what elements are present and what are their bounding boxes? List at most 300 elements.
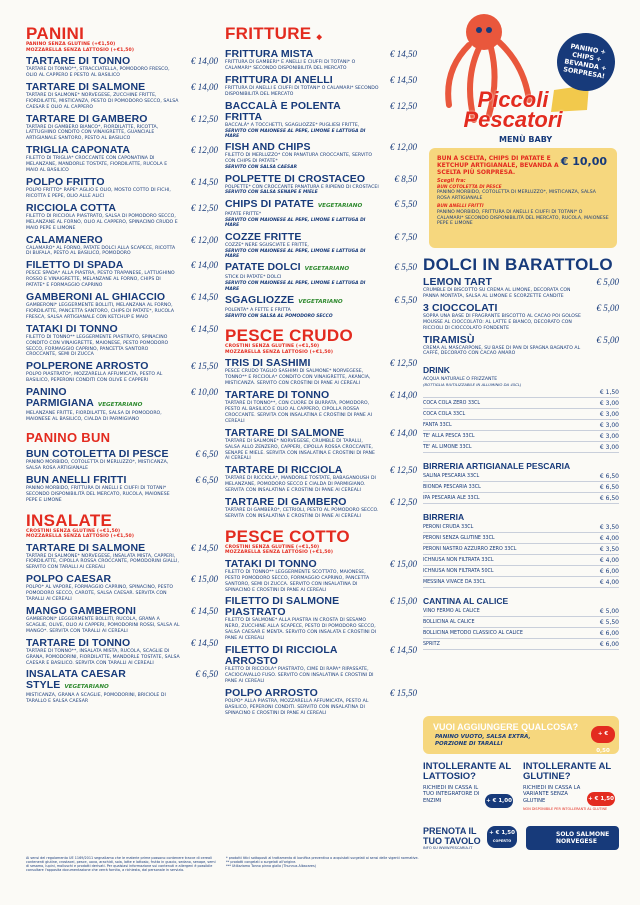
menu-item [225,465,417,494]
menu-item-desc: POLPO PIASTRATO*, MOZZARELLA AFFUMICATA, PESTO AL BASILICO, PEPERONI CONDITI CON OLIVE E CAPPERI [26,372,163,384]
drink-price: € 6,00 [599,630,619,638]
menu-item [26,324,218,359]
vegetarian-badge: VEGETARIANO [298,299,343,306]
drink-row [423,617,619,628]
coperto-badge [487,826,517,848]
menu-item-desc: TARTARE DI TONNO**, STRACCIATELLA, POMODORO FRESCO, OLIO AL CAPPERO E PESTO AL BASILICO [26,67,170,78]
menu-item-desc: POLENTA* A FETTE E FRITTA [225,308,291,314]
insalate-sub2: MOZZARELLA SENZA LATTOSIO (+€1,50) [26,534,135,540]
lattosio-box [423,762,521,804]
menu-item-price: € 10,00 [191,387,218,398]
menu-item-price: € 12,50 [390,358,417,369]
menu-item [26,235,218,258]
drink-price: € 3,00 [599,422,619,430]
menu-item-price: € 5,00 [596,277,619,287]
column-left [26,0,218,705]
menu-item [26,203,218,232]
insalate-title: INSALATE [26,510,113,530]
drink-row [423,606,619,617]
menu-item-desc: CRUMBLE DI BISCOTTO SU CREMA AL LIMONE, DECORATA CON PANNA MONTATA, SALSA AL LIMONE E SCORZETTE CANDITE [423,288,571,299]
menu-item-price: € 5,50 [394,262,417,273]
menu-item-name-text: FILETTO DI SPADA [26,259,124,272]
menu-item-desc: MELANZANE FRITTE, FIORDILATTE, SALSA DI POMODORO, MAIONESE AL BASILICO, CIALDA DI PARMIGIANO [26,411,162,423]
drink-price: € 4,00 [599,535,619,543]
menu-item [225,75,417,98]
menu-item-name-text: CALAMANERO [26,233,103,246]
menu-item [225,49,417,72]
menu-item-name-text: BACCALÀ E POLENTA FRITTA [225,99,341,123]
menu-item-desc: FILETTO DI RICCIOLA PIASTRATO, SALSA DI POMODORO SECCO, MELANZANE AL FORNO, OLIO AL CAPPERO, SPINACINO CRUDO E MAIO PEPE E LIMONE [26,213,178,231]
drink-row [423,398,619,409]
glutine-price: + € 1,50 [587,792,615,806]
menu-item-name [225,75,417,86]
footer-allergen-note: Ai sensi del regolamento UE 1169/2011 segnaliamo che le materie prime possono contenere tracce di cereali contenenti glutine, crostacei, pesce, uova, arachidi, soia, latte e lattosio, frutta in guscio, sedano, senape, semi di sesamo, lupini, molluschi e prodotti derivati. Per qualsiasi informazione sui contenuti e allergeni è possibile consultare l'apposita documentazione che verrà fornita, a richiesta, dal personale in servizio. [26,856,216,873]
menu-item [26,177,218,200]
menu-item-desc: TARTARE DI GAMBERO BIANCO*, FIORDILATTE, RICOTTA, LATTUGHINO CONDITO CON VINAIGRETTE, GUANCIALE ARTIGIANALE SANTORO, PESTO AL BASILICO [26,124,159,142]
cotto-list [225,559,417,717]
menu-item-name-text: POLPO CAESAR [26,573,112,586]
menu-item-name-text: FISH AND CHIPS [225,141,311,154]
menu-item-price: € 12,00 [191,145,218,156]
menu-item [225,497,417,520]
menu-item-serve: SERVITO CON SALSA SENAPE E MIELE [225,190,318,196]
drink-title: DRINK [423,365,450,376]
menu-item [225,174,417,196]
drink-name: TE' ALLA PESCA 33CL [423,434,475,440]
menu-item-desc: FRITTURA DI GAMBERI* E ANELLI E CIUFFI DI TOTANI* O CALAMARI* SECONDO DISPONIBILITÀ DEL MERCATO [225,60,356,71]
menu-item-desc: POLPO FRITTO* RAPE* AGLIO E OLIO, MOSTO COTTO DI FICHI, RICOTTA E PEPE, OLIO ALLE ALICI [26,187,171,199]
menu-item-name-text: MANGO GAMBERONI [26,604,136,617]
menu-item-name-text: TRIS DI SASHIMI [225,357,311,370]
menu-item [225,645,417,685]
menu-item-name-text: FILETTO DI RICCIOLA ARROSTO [225,644,338,668]
menu-item-name-text: TIRAMISÙ [423,333,475,346]
kids-logo-line1: Piccoli [477,87,549,112]
menu-item [225,232,417,260]
crudo-section [225,327,417,520]
drink-name: SALINA PESCARIA 33CL [423,474,480,480]
menu-item [26,606,218,635]
vegetarian-badge: VEGETARIANO [317,202,363,209]
menu-item-name-text: POLPO ARROSTO [225,686,318,699]
fritture-title [225,25,417,46]
menu-item-price: € 5,50 [394,295,417,306]
menu-item-name [26,543,218,554]
kids-offer: BUN A SCELTA, CHIPS DI PATATE E KETCHUP ARTIGIANALE, BEVANDA A SCELTA PIÙ SORPRESA. [437,155,559,177]
drink-row [423,387,619,398]
drink-row [423,409,619,420]
menu-item-price: € 14,00 [390,390,417,401]
menu-item-desc: CREMA AL MASCARPONE, SU BASE DI PAN DI SPAGNA BAGNATO AL CAFFÈ, DECORATO CON CACAO AMARO [423,345,581,357]
drink-name: BIONDA PESCARIA 33CL [423,485,481,491]
vegetarian-badge: VEGETARIANO [64,684,109,691]
menu-item-desc: TARTARE DI SALMONE* NORVEGESE, CRUMBLE DI TARALLI, SALSA ALLO ZENZERO, CAPPERI, CIPOLLA ROSSA CROCCANTE, SENAPE E MIELE. SERVITA CON INSALATINA E CROSTINI DI PANE AI CEREALI [225,438,375,462]
menu-item-name-text: FILETTO DI SALMONE PIASTRATO [225,595,340,619]
panini-sub2: MOZZARELLA SENZA LATTOSIO (+€1,50) [26,47,135,53]
menu-item-name [26,606,218,617]
menu-item-desc: PESCE SPADA* ALLA PIASTRA, PESTO TRAPANESE, LATTUGHINO ROSSO E VINAIGRETTE, MELANZANE AL FORNO, CHIPS DI PATATE* E FORMAGGIO CAPRINO [26,271,175,289]
kids-logo [443,87,583,132]
menu-item [26,669,218,705]
drink-row [423,471,619,482]
menu-item-price: € 12,50 [191,113,218,124]
drink-price: € 4,00 [599,557,619,565]
menu-item-desc: TARTARE DI SALMONE* NORVEGESE, INSALATA MISTA, CAPPERI, FIORDILATTE, CIPOLLA ROSSA CROCCANTE, POMODORINI GIALLI, SERVITO CON TARALLI AI CEREALI [26,553,179,571]
vegetarian-badge: VEGETARIANO [97,402,143,409]
birreria-list [423,522,619,588]
menu-item-name [26,449,218,460]
menu-item [225,428,417,463]
insalate-list [26,543,218,706]
menu-item-name [225,49,417,60]
menu-item-desc: PATATE FRITTE* [225,211,262,217]
menu-item-price: € 14,00 [191,260,218,271]
menu-item [26,543,218,572]
crudo-title: PESCE CRUDO [225,326,353,346]
drink-note: ACQUA NATURALE O FRIZZANTE [423,377,498,383]
menu-item-price: € 14,50 [191,323,218,334]
menu-item-name-text: 3 CIOCCOLATI [423,301,498,314]
kids-menu [429,10,617,242]
salmone-box [526,826,619,850]
panini-sub1: PANINO SENZA GLUTINE (+€1,50) [26,42,116,47]
menu-item-price: € 12,00 [390,142,417,153]
menu-item-name-text: TARTARE DI SALMONE [225,426,345,439]
drink-row [423,522,619,533]
kids-price: € 10,00 [560,155,607,168]
prenota-box [423,826,521,852]
drink-row [423,442,619,453]
menu-item-name-text: SGAGLIOZZE [225,294,295,307]
drink-price: € 4,00 [599,579,619,587]
menu-item [423,335,619,358]
menu-item-desc: FILETTO DI RICCIOLA* PIASTRATO, CIME DI RAPA* RIPASSATE, CACIOCAVALLO FUSO. SERVITO CON INSALATINA E CROSTINI DI PANE AI CEREALI [225,667,374,684]
menu-item-name-text: TARTARE DI TONNO [26,636,131,649]
menu-item-name [26,475,218,486]
menu-item-price: € 14,50 [191,292,218,303]
menu-item-desc: CALAMARO* AL FORNO, PATATE DOLCI ALLA SCAPECE, RICOTTA DI BUFALA, PESTO AL BASILICO, POMODORO [26,245,176,257]
cantina-title: CANTINA AL CALICE [423,596,509,607]
menu-item-desc: PANINO MORBIDO, FRITTURA DI ANELLI E CIUFFI DI TOTANI* SECONDO DISPONIBILITÀ DEL MERCATO, RUCOLA, MAIONESE PEPE E LIMONE [26,485,170,503]
extra-price: + € 0,50 [591,726,615,743]
drink-price: € 5,00 [599,608,619,616]
drink-name: BOLLICINA METODO CLASSICO AL CALICE [423,631,523,637]
menu-item [26,449,218,472]
menu-item-name-text: FRITTURA DI ANELLI [225,73,333,86]
glutine-note: NON DISPONIBILE PER INTOLLERANTI AL GLUTINE [523,806,608,811]
menu-item-desc: PESCE CRUDO TAGLIO SASHIMI DI SALMONE* NORVEGESE, TONNO** E RICCIOLA* CONDITO CON VINAIGRETTE, AKANCIA, MISTICANZA. SERVITO CON CROSTINI DI PANE AI CEREALI [225,369,371,387]
menu-item-desc: GAMBERONI* LEGGERMENTE BOLLITI, RUCOLA, GRANA A SCAGLIE, OLIVE, OLIO AI CAPPERI, POMODORINI ROSSI, SALSA AL MANGO*. SERVITA CON TARALLI AI CEREALI [26,616,180,634]
menu-item-name-text: COZZE FRITTE [225,230,302,243]
menu-item-name [26,324,218,335]
cotto-sub2: MOZZARELLA SENZA LATTOSIO (+€1,50) [225,550,334,556]
menu-item-name [225,232,417,243]
kids-bubble: PANINO + CHIPS + BEVANDA + SORPRESA! [552,28,619,95]
menu-item-name-text: TRIGLIA CAPONATA [26,144,131,157]
menu-item [26,574,218,603]
menu-item-name-text: BUN COTOLETTA DI PESCE [26,448,169,460]
insalate-section [26,512,218,706]
menu-item-name [225,262,417,275]
fritture-list [225,49,417,319]
dolci-section [423,256,619,650]
column-middle [225,0,417,717]
menu-item-price: € 15,00 [390,596,417,607]
menu-item-name [26,669,218,693]
birreria-art-list [423,471,619,504]
menu-item-price: € 7,50 [394,231,417,242]
drink-row [423,544,619,555]
menu-item-desc: FRITTURA DI ANELLI E CIUFFI DI TOTANI* O CALAMARI* SECONDO DISPONIBILITÀ DEL MERCATO [225,85,379,97]
menu-item-name [225,645,417,667]
cotto-sub1: CROSTINI SENZA GLUTINE (+€1,50) [225,544,320,550]
menu-item-name [225,358,417,369]
menu-item-name [225,390,417,401]
menu-item [225,688,417,717]
drink-price: € 3,50 [599,524,619,532]
kids-opt1-desc: PANINO MORBIDO, COTOLETTA DI MERLUZZO*, MISTICANZA, SALSA ROSA ARTIGIANALE [437,190,596,202]
menu-item [225,262,417,292]
fritture-section [225,25,417,319]
menu-item-desc: POLPETTE* CON CROCCANTE PANATURA E RIPIENO DI CROSTACEI [225,184,379,190]
menu-item-desc: BACCALÀ* A TOCCHETTI, SGAGLIOZZE* PUGLIESI FRITTE, [225,122,360,128]
drink-price: € 5,50 [599,619,619,627]
kids-opt2-title: BUN ANELLI FRITTI [437,204,484,210]
kids-logo-sub: MENÙ BABY [499,135,553,144]
menu-item-desc: FILETTO DI TONNO** LEGGERMENTE PIASTRATO, SPINACINO CONDITO CON VINAIGRETTE, MAIONESE, PESTO POMODORO SECCO, FORMAGGIO CAPRINO, PANCETTA SANTORO CROCCANTE, SEMI DI ZUCCA [26,334,169,358]
footer-note-3: *** Utilizziamo Tonno pinna gialla (Thunnus Albacares) [226,864,316,869]
drink-price: € 3,00 [599,444,619,452]
menu-item-name [26,203,218,214]
menu-item-name [225,199,417,212]
menu-item-name [423,335,619,346]
kids-logo-line2: Pescatori [463,107,563,132]
menu-item-serve: SERVITO CON SALSA CAESAR [225,165,297,171]
menu-item [26,114,218,143]
fritture-title-text: FRITTURE [225,24,312,43]
kids-opt2-desc: PANINO MORBIDO, FRITTURA DI ANELLI E CIUFFI DI TOTANI* O CALAMARI* SECONDO DISPONIBILITÀ DEL MERCATO, RUCOLA, MAIONESE PEPE E LIMONE [437,209,609,227]
menu-item-name-text: FRITTURA MISTA [225,48,314,60]
menu-item-name [225,688,417,699]
drink-price: € 6,50 [599,484,619,492]
menu-item-price: € 15,00 [390,558,417,569]
drink-price: € 6,50 [599,495,619,503]
menu-item-desc: POLPO* AL VAPORE, FORMAGGIO CAPRINO, SPINACINO, PESTO POMODORO SECCO, CAROTE, SALSA CAESAR. SERVITA CON TARALLI AI CEREALI [26,585,174,603]
menu-item-name-text: TARTARE DI RICCIOLA [225,464,343,477]
drink-row [423,533,619,544]
drink-name: COCA COLA 33CL [423,412,466,418]
menu-item-name-text: TATAKI DI TONNO [225,557,317,570]
menu-item-name [26,145,218,156]
extra-title: VUOI AGGIUNGERE QUALCOSA? [433,722,579,732]
panini-list [26,56,218,423]
dolci-title: DOLCI IN BARATTOLO [423,255,613,274]
menu-item-name [26,260,218,271]
menu-item [225,358,417,387]
glutine-box [523,762,619,811]
drink-row [423,482,619,493]
menu-item-desc: TARTARE DI GAMBERO*, CETRIOLI, PESTO AL POMODORO SECCO. SERVITA CON INSALATINA E CROSTINI DI PANE AI CEREALI [225,508,379,519]
drink-row [423,577,619,588]
menu-item-price: € 14,50 [191,637,218,648]
menu-item-serve: SERVITO CON MAIONESE AL PEPE, LIMONE E LATTUGA DI MARE [225,248,366,259]
menu-item-name [26,638,218,649]
menu-item-name-text: TARTARE DI SALMONE [26,541,146,554]
menu-item [26,475,218,504]
drink-price: € 3,50 [599,546,619,554]
drink-name: FANTA 33CL [423,423,452,429]
coperto-price: + € 1,50 [489,830,515,836]
drink-row [423,639,619,650]
drink-name: VINO FERMO AL CALICE [423,609,480,615]
drink-name: MESSINA VIVACE DA 33CL [423,580,486,586]
vegetarian-badge: VEGETARIANO [304,266,350,273]
menu-item-name-text: BUN ANELLI FRITTI [26,473,127,486]
menu-item-price: € 15,00 [191,574,218,585]
menu-item [26,56,218,79]
menu-item-serve: SERVITO CON MAIONESE AL PEPE, LIMONE E LATTUGA DI MARE [225,281,366,292]
menu-item-desc: MISTICANZA, GRANA A SCAGLIE, POMODORINI, BRICIOLE DI TARALLO E SALSA CAESAR [26,693,166,705]
menu-item-name [423,277,619,288]
kids-opt1-title: BUN COTOLETTA DI PESCE [437,185,502,190]
drink-list [423,387,619,453]
menu-item-price: € 14,50 [390,74,417,85]
menu-item [26,82,218,111]
footer-note-2: ** prodotti congelati o surgelati all'origine. [226,860,297,865]
menu-item-name [225,142,417,153]
menu-item-price: € 14,00 [191,81,218,92]
birreria-art-title: BIRRERIA ARTIGIANALE PESCARIA [423,461,571,472]
menu-item [225,390,417,425]
menu-item-desc: TARTARE DI SALMONE* NORVEGESE, ZUCCHINE FRITTE, FIORDILATTE, MISTICANZA, PESTO DI POMODORO SECCO, SALSA CAESAR E OLIO AL CAPPERO [26,92,179,110]
drink-price: € 1,50 [599,389,619,397]
menu-item-desc: FILETTO DI TONNO** LEGGERMENTE SCOTTATO, MAIONESE, PESTO POMODORO SECCO, FORMAGGIO CAPRINO, PANCETTA SANTORO, SEMI DI ZUCCA. SERVITO CON INSALATINA DI SPINACINO E CROSTINI DI PANE AI CEREALI [225,569,370,593]
menu-item-name [225,497,417,508]
drink-name: PERONI NASTRO AZZURRO ZERO 33CL [423,547,517,553]
prenota-sub: INFO SU WWW.PESCARIA.IT [423,846,473,850]
menu-item-price: € 14,50 [191,176,218,187]
menu-item-price: € 12,50 [390,100,417,111]
menu-item-name-text: RICCIOLA COTTA [26,201,117,214]
menu-item [225,101,417,140]
menu-item-serve: SERVITO CON SALSA AL POMODORO SECCO [225,313,333,319]
crudo-sub1: CROSTINI SENZA GLUTINE (+€1,50) [225,344,320,350]
footer-notes [226,856,616,868]
menu-item [225,596,417,642]
menu-item-name [26,292,218,303]
menu-item-serve: SERVITO CON MAIONESE AL PEPE, LIMONE E LATTUGA DI MARE [225,128,366,139]
prenota-title: PRENOTA IL TUO TAVOLO [423,826,481,846]
menu-item-name [26,387,218,411]
menu-item-desc: POLPO* ALLA PIASTRA, MOZZARELLA AFFUMICATA, PESTO AL BASILICO, PEPERONI CONDITI. SERVITO CON INSALATINA DI SPINACINO E CROSTINI DI PANE AI CEREALI [225,698,369,716]
menu-item-desc: COZZE* NERE SGUSCIATE E FRITTE, [225,242,309,248]
drink-note2: (BOTTIGLIA RIUTILIZZABILE IN ALLUMINIO DA 45CL) [423,382,522,388]
menu-item [225,199,417,229]
panini-section [26,25,218,423]
menu-item [26,145,218,174]
drink-row [423,493,619,504]
drink-row [423,628,619,639]
drink-row [423,420,619,431]
bun-section [26,429,218,504]
lattosio-desc: RICHIEDI IN CASSA IL TUO INTEGRATORE DI ENZIMI [423,785,480,804]
salmone-title: SOLO SALMONE NORVEGESE [556,831,610,845]
drink-name: TE' AL LIMONE 33CL [423,445,472,451]
menu-item-name [26,177,218,188]
menu-item-name-text: INSALATA CAESAR STYLE [26,668,126,692]
crudo-list [225,358,417,520]
menu-item-name [225,428,417,439]
crudo-sub2: MOZZARELLA SENZA LATTOSIO (+€1,50) [225,349,334,355]
panini-title: PANINI [26,24,85,43]
cantina-list [423,606,619,650]
menu-item-desc: FILETTO DI MERLUZZO* CON PANATURA CROCCANTE, SERVITO CON CHIPS DI PATATE* [225,153,373,165]
menu-item-price: € 5,00 [596,334,619,345]
menu-item-name [26,56,218,67]
menu-item [26,292,218,321]
menu-item-name-text: TATAKI DI TONNO [26,322,118,335]
menu-item-desc: GAMBERONI* LEGGERMENTE BOLLITI, MELANZANA AL FORNO, FIORDILATTE, PANCETTA SANTORO, CHIPS DI PATATE*, RUCOLA FRESCA, SALSA ARTIGIANALE CON KETCHUP E MAIO [26,303,175,320]
cotto-section [225,528,417,717]
kids-options [437,185,609,227]
menu-item-desc: STICK DI PATATE* DOLCI [225,275,282,281]
menu-item-name [26,114,218,125]
menu-item [26,638,218,667]
menu-item [423,277,619,300]
drink-name: IPA PESCARIA ALE 33CL [423,496,480,502]
extra-box [423,716,619,754]
menu-item [423,303,619,332]
drink-price: € 6,00 [599,568,619,576]
menu-item-desc: FILETTO DI TRIGLIA* CROCCANTE CON CAPONATINA DI MELANZANE, MANDORLE TOSTATE, FIORDILATTE, RUCOLA E MAIO AL BASILICO [26,156,168,174]
menu-item-name-text: POLPETTE DI CROSTACEO [225,172,366,185]
drink-row [423,431,619,442]
drink-price: € 3,00 [599,400,619,408]
lattosio-title: INTOLLERANTE AL LATTOSIO? [423,761,511,782]
menu-item [26,387,218,423]
menu-item-price: € 6,50 [195,669,218,680]
menu-item-name [423,303,619,314]
menu-item-desc: FILETTO DI SALMONE* ALLA PIASTRA IN CROSTA DI SESAMO NERO, ZUCCHINE ALLA SCAPECE, PESTO DI POMODORO SECCO, SALSA CAESAR E MENTA. SERVITO CON INSALATA E CROSTINI DI PANE AI CEREALI [225,618,377,642]
drink-price: € 3,00 [599,411,619,419]
menu-item-name-text: TARTARE DI TONNO [225,389,330,402]
menu-item-name [26,235,218,246]
menu-item-name-text: GAMBERONI AL GHIACCIO [26,291,166,304]
menu-item-name-text: TARTARE DI SALMONE [26,80,146,93]
menu-item [26,361,218,384]
menu-item-desc: PANINO MORBIDO, COTOLETTA DI MERLUZZO*, MISTICANZA, SALSA ROSA ARTIGIANALE [26,460,169,471]
drink-name: BOLLICINA AL CALICE [423,620,475,626]
menu-item-name-text: POLPO FRITTO [26,175,105,188]
drink-price: € 6,00 [599,641,619,649]
kids-choose: Scegli fra: [437,178,466,184]
menu-item-desc: TARTARE DI TONNO**, INSALATA MISTA, RUCOLA, SCAGLIE DI GRANA, POMODORINI, FIORDILATTE, MANDORLE TOSTATE, SALSA CAESAR E BASILICO. SERVITA CON TARALLI AI CEREALI [26,648,180,666]
menu-item-price: € 14,00 [191,56,218,66]
fire-icon: ◆ [316,34,323,41]
birreria-title: BIRRERIA [423,512,465,523]
menu-item-desc: TARTARE DI TONNO**, CON CUORE DI BURRATA, POMODORO, PESTO AL BASILICO E OLIO AL CAPPERO, CIPOLLA ROSSA CROCCANTE. SERVITA CON INSALATINA E CROSTINI DI PANE AI CEREALI [225,401,372,424]
menu-item-price: € 12,00 [191,234,218,245]
menu-item-price: € 14,50 [390,49,417,59]
menu-item-price: € 14,50 [390,645,417,656]
menu-item-name [225,596,417,618]
menu-item-price: € 8,50 [394,173,417,184]
menu-item-name [225,174,417,185]
menu-item-price: € 12,50 [191,202,218,213]
drink-name: SPRITZ [423,642,440,648]
menu-item-desc: TARTARE DI RICCIOLA*, MANDORLE TOSTATE, BABAGANOUSH DI MELANZANE, POMODORO SECCO E CIALDA DI PARMIGIANO. SERVITA CON INSALATINA E CROSTINI DI PANE AI CEREALI [225,476,376,494]
glutine-desc: RICHIEDI IN CASSA LA VARIANTE SENZA GLUTINE [523,785,581,804]
